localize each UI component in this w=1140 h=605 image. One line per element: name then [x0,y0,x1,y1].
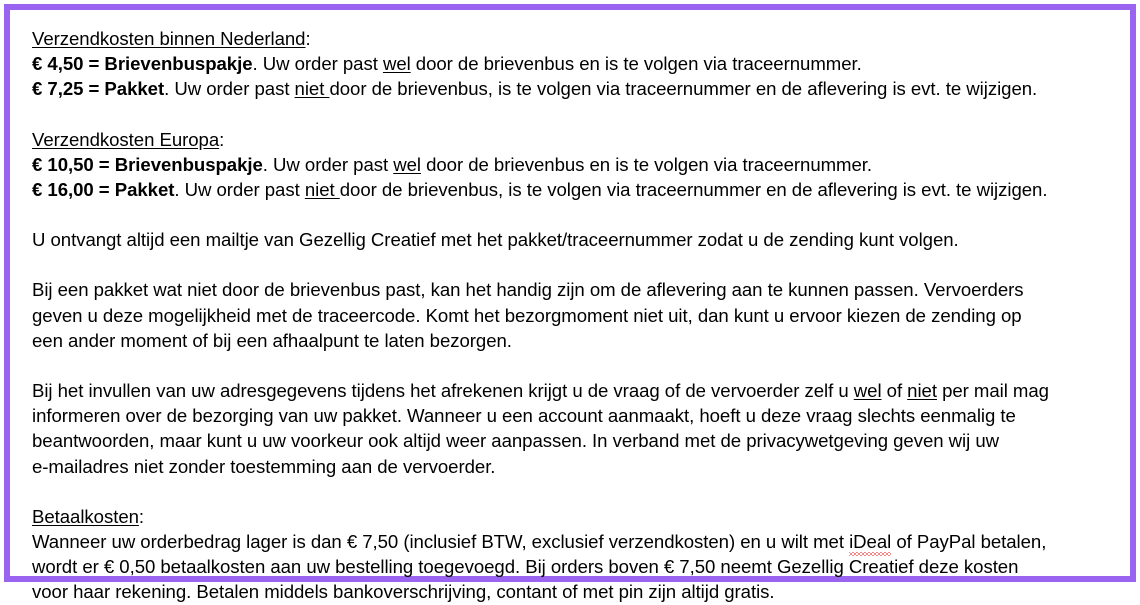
shipping-eu-pakket-emph: niet [304,179,340,201]
address-privacy-line-1 [32,378,1114,403]
mail-notice-text: U ontvangt altijd een mailtje van Gezellig Creatief met het pakket/traceernummer zodat u de zending kunt volgen. [32,229,959,251]
shipping-nl-heading-colon: : [305,28,311,49]
section-delivery-options [32,277,1114,353]
shipping-nl-pakket-emph: niet [294,78,330,100]
section-shipping-netherlands [32,26,1114,102]
shipping-nl-pakket-text-b: door de brievenbus, is te volgen via traceernummer en de aflevering is evt. te wijzigen. [329,78,1038,100]
shipping-eu-pakket-price: € 16,00 = Pakket [32,179,175,201]
payment-costs-line-3: voor haar rekening. Betalen middels bankoverschrijving, contant of met pin zijn altijd gratis. [32,581,775,603]
payment-costs-line-2: wordt er € 0,50 betaalkosten aan uw bestelling toegevoegd. Bij orders boven € 7,50 neemt Gezellig Creatief deze kosten [32,556,1019,578]
shipping-nl-brievenbuspakje-emph: wel [382,53,411,75]
spellcheck-misspelled-word: iDeal [849,529,891,554]
address-privacy-emph-wel: wel [853,380,882,402]
document-frame [4,4,1136,603]
payment-costs-heading-colon: : [138,505,145,527]
paragraph-gap-4 [32,353,1114,378]
shipping-nl-pakket-row [32,76,1114,101]
shipping-eu-heading-text: Verzendkosten Europa [32,128,220,150]
shipping-eu-brievenbuspakje-row [32,152,1114,177]
shipping-nl-brievenbuspakje-price: € 4,50 = Brievenbuspakje [32,53,253,75]
shipping-eu-heading-colon: : [219,128,225,150]
section-payment-costs [32,504,1114,605]
address-privacy-emph-niet: niet [907,380,937,402]
shipping-eu-pakket-text-a: . Uw order past [174,179,305,201]
shipping-eu-brievenbuspakje-price: € 10,50 = Brievenbuspakje [32,153,263,175]
shipping-eu-brievenbuspakje-text-b: door de brievenbus en is te volgen via traceernummer. [420,153,873,175]
section-mail-notice [32,227,1114,252]
shipping-nl-pakket-text-a: . Uw order past [164,78,295,100]
payment-costs-line-1 [32,529,1114,554]
shipping-nl-brievenbuspakje-text-a: . Uw order past [252,53,383,75]
shipping-nl-heading [32,26,1114,51]
delivery-options-line-2: geven u deze mogelijkheid met de traceercode. Komt het bezorgmoment niet uit, dan kunt u ervoor kiezen de zending op [32,304,1022,326]
document-body [32,26,1114,605]
address-privacy-line-3: beantwoorden, maar kunt u uw voorkeur ook altijd weer aanpassen. In verband met de privacywetgeving geven wij uw [32,430,999,452]
payment-costs-heading [32,504,1114,529]
section-shipping-europe [32,127,1114,203]
paragraph-gap-5 [32,479,1114,504]
shipping-eu-brievenbuspakje-text-a: . Uw order past [262,153,394,175]
address-privacy-line-1-c: per mail mag [936,380,1049,402]
address-privacy-line-1-a: Bij het invullen van uw adresgegevens tijdens het afrekenen krijgt u de vraag of de vervoerder zelf u [32,380,854,402]
shipping-nl-brievenbuspakje-row [32,51,1114,76]
delivery-options-line-3: een ander moment of bij een afhaalpunt te laten bezorgen. [32,329,512,351]
payment-costs-heading-text: Betaalkosten [32,505,139,527]
paragraph-gap-1 [32,102,1114,127]
shipping-eu-brievenbuspakje-emph: wel [393,153,421,175]
shipping-nl-pakket-price: € 7,25 = Pakket [32,78,165,100]
shipping-eu-pakket-row [32,177,1114,202]
section-address-privacy [32,378,1114,479]
payment-costs-line-1-b: of PayPal betalen, [891,531,1047,553]
paragraph-gap-3 [32,252,1114,277]
address-privacy-line-1-b: of [881,380,908,402]
shipping-eu-pakket-text-b: door de brievenbus, is te volgen via traceernummer en de aflevering is evt. te wijzigen. [339,179,1048,201]
payment-costs-line-1-a: Wanneer uw orderbedrag lager is dan € 7,50 (inclusief BTW, exclusief verzendkosten) en u wilt met [32,531,850,553]
shipping-eu-heading [32,127,1114,152]
shipping-nl-heading-text: Verzendkosten binnen Nederland [32,28,306,49]
shipping-nl-brievenbuspakje-text-b: door de brievenbus en is te volgen via traceernummer. [410,53,862,75]
delivery-options-line-1: Bij een pakket wat niet door de brievenbus past, kan het handig zijn om de aflevering aan te kunnen passen. Vervoerders [32,279,1024,301]
address-privacy-line-2: informeren over de bezorging van uw pakket. Wanneer u een account aanmaakt, hoeft u deze vraag slechts eenmalig te [32,405,1016,427]
paragraph-gap-2 [32,202,1114,227]
address-privacy-line-4: e-mailadres niet zonder toestemming aan de vervoerder. [32,455,496,477]
